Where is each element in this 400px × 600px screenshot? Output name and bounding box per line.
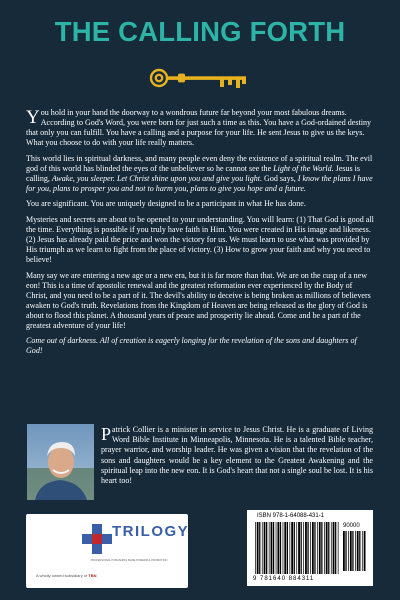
new-eon-paragraph: Many say we are entering a new age or a new era, but it is far more than that. We are on the cusp of a new eon! This is a time of apostolic renewal and the greatest reformation ever experienced by the Body of Christ, and you need to be a part of it. The devil's ability to deceive is being broken as millions of believers awaken to God's truth. Revelations from the Kingdom of Heaven are being released as the glory of God is about to flood this planet. A thousand years of peace and prosperity lie ahead. Come and be a part of the greatest adventure of your life!	[26, 270, 371, 330]
barcode-bar	[319, 522, 321, 574]
bio-dropcap: P	[101, 424, 112, 444]
barcode-digits: 9 781640 884311	[253, 576, 315, 582]
barcode-bar	[335, 522, 336, 574]
barcode-bar	[333, 522, 335, 574]
barcode-bar	[359, 531, 360, 571]
barcode-bar	[338, 522, 339, 574]
barcode-bar	[305, 522, 307, 574]
addon-barcode-bars	[343, 531, 367, 571]
barcode-bar	[328, 522, 329, 574]
barcode-bar	[287, 522, 288, 574]
barcode-bar	[271, 522, 273, 574]
barcode-bar	[314, 522, 315, 574]
barcode-bar	[317, 522, 318, 574]
barcode-bar	[262, 522, 263, 574]
dropcap: Y	[26, 107, 40, 128]
barcode-bar	[303, 522, 304, 574]
barcode-bar	[324, 522, 325, 574]
trilogy-cross-icon	[82, 524, 112, 554]
barcode-bar	[310, 522, 311, 574]
barcode-bar	[357, 531, 359, 571]
publisher-name: TRILOGY	[112, 523, 190, 540]
barcode-bar	[264, 522, 266, 574]
barcode-bar	[283, 522, 284, 574]
isbn-label: ISBN 978-1-64088-431-1	[257, 513, 325, 519]
golden-key-icon	[148, 66, 252, 90]
darkness-paragraph: This world lies in spiritual darkness, and many people even deny the existence of a spiritual realm. The evil god of this world has blinded the eyes of the unbeliever so he cannot see the Light of the World. Jesus is calling, Awake, you sleeper. Let Christ shine upon you and give you light. God says, I know the plans I have for you, plans to prosper you and not to harm you, plans to give you hope and a future.	[26, 153, 373, 193]
barcode-bar	[343, 531, 345, 571]
barcode-bar	[307, 522, 308, 574]
cover-copy	[26, 108, 374, 362]
barcode-bar	[321, 522, 322, 574]
barcode-bar	[266, 522, 267, 574]
barcode-bar	[355, 531, 356, 571]
barcode-bar	[257, 522, 259, 574]
barcode-bar	[298, 522, 300, 574]
barcode-bar	[294, 522, 295, 574]
cover-title: THE CALLING FORTH	[54, 16, 346, 47]
barcode-bar	[362, 531, 363, 571]
barcode-bar	[296, 522, 297, 574]
barcode-bar	[269, 522, 270, 574]
author-photo	[27, 424, 94, 500]
publisher-tagline: PROFESSIONAL PUBLISHING MADE POWERFUL PROMOTION	[90, 559, 168, 562]
intro-paragraph: You hold in your hand the doorway to a wondrous future far beyond your most fabulous dreams. According to God's Word, you were born for just such a time as this. You have a God-ordained destiny that only you can fulfill. You have a calling and a purpose for your life. He sent Jesus to give us the keys. What you choose to do with your life really matters.	[26, 107, 372, 148]
barcode-bar	[259, 522, 260, 574]
barcode-bar	[364, 531, 366, 571]
barcode-bar	[345, 531, 346, 571]
isbn-barcode	[247, 510, 373, 586]
barcode-bar	[350, 531, 352, 571]
barcode-bar	[326, 522, 328, 574]
price-code: 90000	[343, 523, 360, 529]
publisher-logo-block	[26, 514, 188, 588]
barcode-bar	[284, 522, 286, 574]
barcode-bar	[255, 522, 256, 574]
barcode-bar	[352, 531, 353, 571]
publisher-subsidiary: A wholly owned subsidiary of TBN	[36, 573, 97, 578]
barcode-bar	[301, 522, 302, 574]
mysteries-paragraph: Mysteries and secrets are about to be opened to your understanding. You will learn: (1) That God is good all the time. Everything is possible if you truly have faith in Him. You were created in His image and likeness. (2) Jesus has already paid the price and won the victory for us. We must learn to use what was provided by His triumph as we learn to fight from the place of victory. (3) How to grow your faith and why you need to believe!	[26, 214, 374, 265]
barcode-bars	[255, 522, 339, 574]
barcode-bar	[273, 522, 274, 574]
closing-line: Come out of darkness. All of creation is eagerly longing for the revelation of the sons and daughters of God!	[26, 336, 357, 356]
barcode-bar	[331, 522, 332, 574]
barcode-bar	[290, 522, 291, 574]
barcode-bar	[276, 522, 277, 574]
significance-paragraph: You are significant. You are uniquely designed to be a participant in what He has done.	[26, 199, 306, 209]
barcode-bar	[291, 522, 293, 574]
barcode-bar	[280, 522, 281, 574]
barcode-bar	[277, 522, 279, 574]
barcode-bar	[312, 522, 314, 574]
author-bio: Patrick Collier is a minister in service to Jesus Christ. He is a graduate of Living Word Bible Institute in Minneapolis, Minnesota. He is a talented Bible teacher, prayer warrior, and worship leader. He was given a vision that the revelation of the sons and daughters would be a key element to the Greatest Awakening and the spiritual leap into the new eon. It is God's heart that not a single soul be lost. It is his heart too!	[101, 424, 373, 486]
barcode-bar	[348, 531, 349, 571]
